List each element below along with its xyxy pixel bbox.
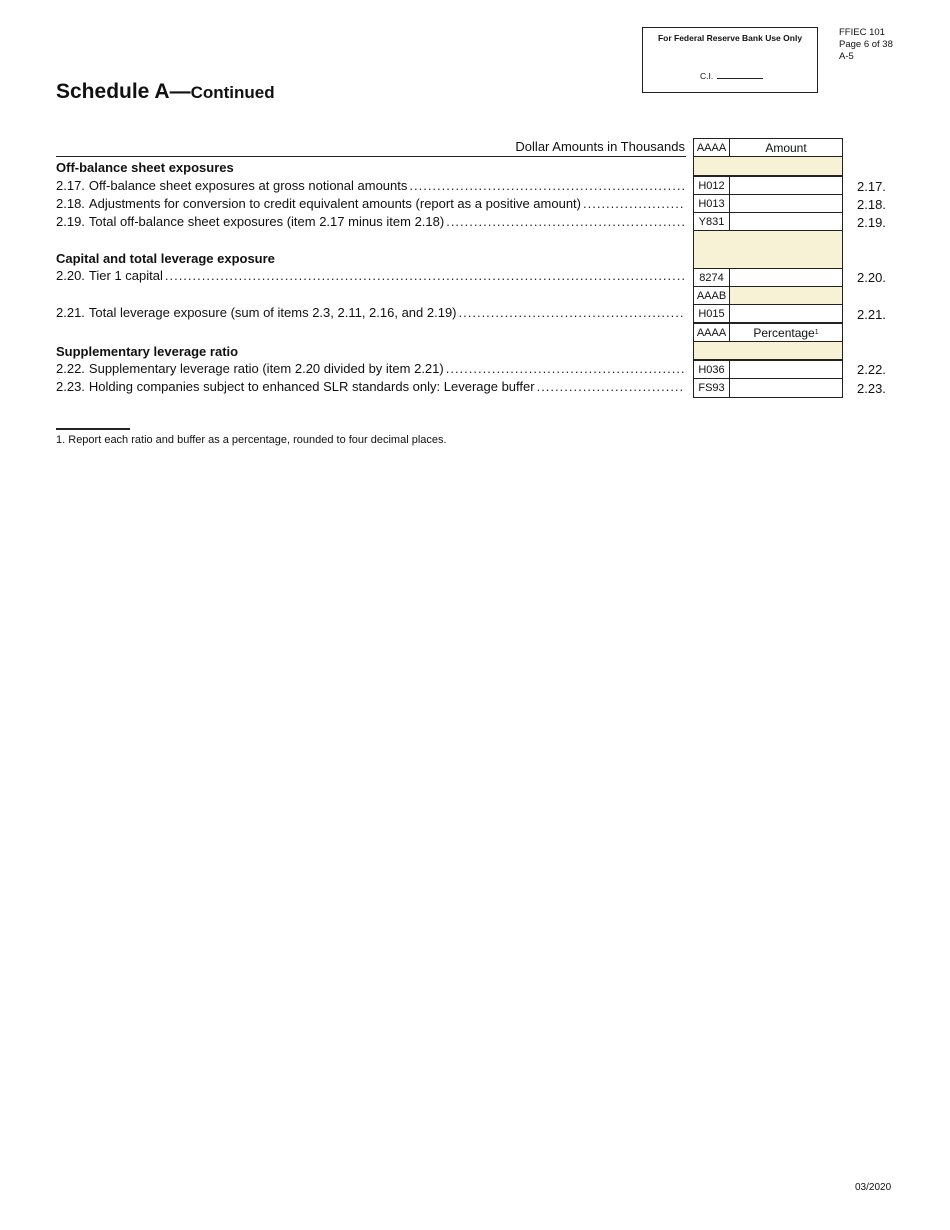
amount-input-2-23[interactable] bbox=[730, 378, 843, 398]
units-label: Dollar Amounts in Thousands bbox=[515, 139, 685, 154]
shaded-cell bbox=[693, 231, 843, 269]
line-item-2-20 bbox=[56, 268, 684, 286]
item-number: 2.18. bbox=[56, 196, 85, 211]
item-number: 2.22. bbox=[56, 361, 85, 376]
item-number: 2.20. bbox=[56, 268, 85, 283]
mdrm-code: H015 bbox=[693, 304, 730, 323]
item-text: Holding companies subject to enhanced SLR standards only: Leverage buffer bbox=[88, 379, 535, 394]
amount-input-2-19[interactable] bbox=[730, 212, 843, 231]
item-number: 2.17. bbox=[56, 178, 85, 193]
mdrm-code: H012 bbox=[693, 176, 730, 195]
code-header-aaab: AAAB bbox=[693, 286, 730, 305]
leader-dots bbox=[459, 305, 684, 320]
amount-input-2-21[interactable] bbox=[730, 304, 843, 323]
mdrm-code: H036 bbox=[693, 360, 730, 379]
percentage-header bbox=[730, 323, 843, 342]
amount-header: Amount bbox=[730, 138, 843, 157]
footnote-rule bbox=[56, 428, 130, 430]
frb-ci-line bbox=[717, 70, 763, 79]
frb-ci-label: C.I. bbox=[700, 71, 714, 81]
shaded-cell bbox=[693, 157, 843, 176]
table-header-row bbox=[56, 139, 686, 157]
item-ref: 2.22. bbox=[857, 362, 886, 377]
item-text: Adjustments for conversion to credit equivalent amounts (report as a positive amount) bbox=[88, 196, 581, 211]
footnote bbox=[56, 434, 447, 446]
item-ref: 2.23. bbox=[857, 381, 886, 396]
amount-input-2-18[interactable] bbox=[730, 194, 843, 213]
code-header-percentage: AAAA bbox=[693, 323, 730, 342]
page-number: Page 6 of 38 bbox=[839, 39, 893, 50]
item-text: Supplementary leverage ratio (item 2.20 divided by item 2.21) bbox=[88, 361, 444, 376]
form-name: FFIEC 101 bbox=[839, 27, 885, 38]
page-code: A-5 bbox=[839, 51, 854, 62]
mdrm-code: H013 bbox=[693, 194, 730, 213]
revision-date: 03/2020 bbox=[855, 1182, 892, 1193]
item-ref: 2.17. bbox=[857, 179, 886, 194]
line-item-2-19 bbox=[56, 214, 684, 232]
item-text: Off-balance sheet exposures at gross notional amounts bbox=[88, 178, 408, 193]
item-text: Total leverage exposure (sum of items 2.3, 2.11, 2.16, and 2.19) bbox=[88, 305, 457, 320]
item-text: Total off-balance sheet exposures (item 2.17 minus item 2.18) bbox=[88, 214, 445, 229]
line-item-2-21 bbox=[56, 305, 684, 323]
amount-input-2-20[interactable] bbox=[730, 268, 843, 287]
mdrm-code: Y831 bbox=[693, 212, 730, 231]
line-item-2-22 bbox=[56, 361, 684, 379]
code-header: AAAA bbox=[693, 138, 730, 157]
frb-ci-field[interactable] bbox=[700, 70, 763, 81]
footnote-mark: 1 bbox=[814, 329, 819, 336]
percentage-header-label: Percentage bbox=[753, 325, 815, 340]
item-number: 2.23. bbox=[56, 379, 85, 394]
item-number: 2.21. bbox=[56, 305, 85, 320]
leader-dots bbox=[165, 268, 684, 283]
shaded-cell bbox=[693, 342, 843, 360]
item-ref: 2.19. bbox=[857, 215, 886, 230]
item-text: Tier 1 capital bbox=[88, 268, 163, 283]
amount-input-2-22[interactable] bbox=[730, 360, 843, 379]
shaded-cell bbox=[730, 286, 843, 305]
footnote-text: Report each ratio and buffer as a percentage, rounded to four decimal places. bbox=[68, 434, 447, 446]
line-item-2-23 bbox=[56, 379, 684, 397]
form-identifier bbox=[839, 27, 893, 63]
section-off-balance: Off-balance sheet exposures bbox=[56, 160, 234, 175]
frb-box-title: For Federal Reserve Bank Use Only bbox=[657, 33, 803, 43]
leader-dots bbox=[537, 379, 684, 394]
line-item-2-18 bbox=[56, 196, 684, 214]
item-ref: 2.21. bbox=[857, 307, 886, 322]
mdrm-code: FS93 bbox=[693, 378, 730, 398]
section-capital: Capital and total leverage exposure bbox=[56, 251, 275, 266]
leader-dots bbox=[409, 178, 684, 193]
item-number: 2.19. bbox=[56, 214, 85, 229]
item-ref: 2.20. bbox=[857, 270, 886, 285]
frb-use-only-box bbox=[642, 27, 818, 93]
leader-dots bbox=[446, 214, 684, 229]
amount-input-2-17[interactable] bbox=[730, 176, 843, 195]
leader-dots bbox=[446, 361, 684, 376]
footnote-number: 1. bbox=[56, 434, 66, 446]
line-item-2-17 bbox=[56, 178, 684, 196]
item-ref: 2.18. bbox=[857, 197, 886, 212]
title-main: Schedule A— bbox=[56, 80, 191, 103]
page-title bbox=[56, 80, 275, 104]
title-continued: Continued bbox=[190, 83, 275, 102]
section-slr: Supplementary leverage ratio bbox=[56, 344, 239, 359]
leader-dots bbox=[583, 196, 684, 211]
mdrm-code: 8274 bbox=[693, 268, 730, 287]
